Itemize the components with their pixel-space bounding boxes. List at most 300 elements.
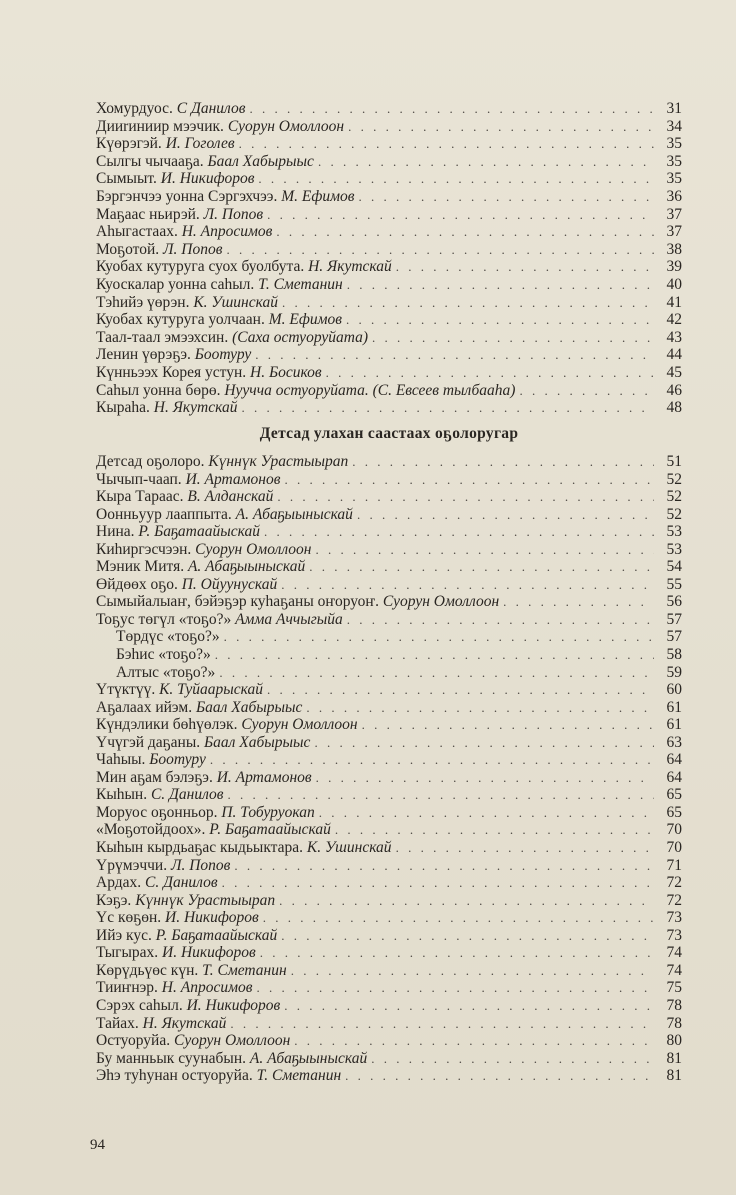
entry-title-line	[96, 892, 279, 910]
dot-leader	[347, 611, 654, 629]
dot-leader	[335, 821, 654, 839]
dot-leader	[258, 170, 654, 188]
entry-page-number: 80	[666, 1032, 682, 1050]
entry-page-number: 52	[666, 470, 682, 488]
toc-entry	[96, 453, 682, 471]
entry-page-number: 58	[666, 646, 682, 664]
entry-title: Оонньуур лааппыта.	[96, 505, 232, 523]
entry-title: Эһэ туһунан остуоруйа.	[96, 1067, 253, 1085]
toc-entry	[96, 681, 682, 699]
entry-page-number: 65	[666, 786, 682, 804]
entry-author: М. Ефимов	[281, 187, 355, 205]
toc-entry	[96, 1015, 682, 1033]
entry-page-number: 43	[666, 328, 682, 346]
entry-title-line	[96, 399, 241, 417]
entry-author: С. Данилов	[145, 874, 218, 892]
dot-leader	[396, 839, 654, 857]
entry-title: Аҕалаах ийэм.	[96, 698, 193, 716]
entry-page-number: 70	[666, 821, 682, 839]
entry-page-number: 74	[666, 944, 682, 962]
entry-page-number: 61	[666, 716, 682, 734]
dot-leader	[371, 1050, 654, 1068]
entry-title-line	[96, 997, 284, 1015]
entry-title: Өйдөөх оҕо.	[96, 575, 178, 593]
dot-leader	[267, 206, 654, 224]
entry-title: Мин аҕам бэлэҕэ.	[96, 768, 213, 786]
entry-author: Күннүк Урастыырап	[135, 891, 276, 909]
entry-page-number: 52	[666, 505, 682, 523]
entry-title-line	[96, 857, 234, 875]
dot-leader	[396, 258, 654, 276]
entry-page-number: 42	[666, 311, 682, 329]
entry-author: Т. Сметанин	[256, 1067, 342, 1085]
entry-title-line	[96, 909, 263, 927]
toc-entry	[96, 153, 682, 171]
dot-leader	[250, 100, 655, 118]
entry-title: Үс көҕөн.	[96, 909, 162, 927]
entry-title: Сэрэх саһыл.	[96, 996, 183, 1014]
toc-top-list	[96, 100, 682, 417]
entry-title: Чаһыы.	[96, 751, 146, 769]
entry-title-line	[96, 188, 358, 206]
toc-entry	[96, 399, 682, 417]
dot-leader	[319, 804, 654, 822]
toc-entry	[96, 804, 682, 822]
toc-entry	[96, 206, 682, 224]
entry-author: Р. Баҕатаайыскай	[155, 926, 278, 944]
entry-page-number: 34	[666, 117, 682, 135]
entry-title: Тэһийэ үөрэн.	[96, 293, 190, 311]
entry-title: Нина.	[96, 523, 135, 541]
dot-leader	[294, 1032, 654, 1050]
entry-author: В. Алданскай	[187, 488, 274, 506]
entry-page-number: 78	[666, 996, 682, 1014]
entry-title-line	[96, 646, 215, 664]
toc-entry	[96, 909, 682, 927]
dot-leader	[224, 628, 654, 646]
entry-title: Моруос оҕонньор.	[96, 803, 218, 821]
entry-page-number: 54	[666, 558, 682, 576]
entry-author: Л. Попов	[170, 856, 231, 874]
entry-title-line	[96, 506, 357, 524]
entry-title: Ардах.	[96, 874, 142, 892]
dot-leader	[284, 997, 654, 1015]
entry-title-line	[96, 1050, 371, 1068]
dot-leader	[372, 329, 654, 347]
entry-page-number: 73	[666, 909, 682, 927]
entry-page-number: 81	[666, 1067, 682, 1085]
toc-entry	[96, 329, 682, 347]
entry-title-line	[96, 170, 258, 188]
entry-page-number: 52	[666, 488, 682, 506]
entry-title: Төрдүс «тоҕо?»	[116, 628, 220, 646]
entry-author: Суорун Омоллоон	[382, 593, 500, 611]
entry-page-number: 46	[666, 381, 682, 399]
entry-title-line	[96, 944, 260, 962]
entry-title: Көрүдьүөс күн.	[96, 961, 199, 979]
entry-author: (Саха остуоруйата)	[232, 328, 369, 346]
toc-entry	[96, 997, 682, 1015]
entry-author: Т. Сметанин	[258, 275, 343, 293]
entry-title: Детсад оҕолоро.	[96, 453, 205, 470]
dot-leader	[315, 541, 654, 559]
toc-entry	[96, 664, 682, 682]
toc-entry	[96, 839, 682, 857]
entry-author: Баал Хабырыыс	[204, 733, 311, 751]
entry-title: Кыһын.	[96, 786, 148, 804]
entry-title-line	[96, 488, 277, 506]
entry-page-number: 44	[666, 346, 682, 364]
entry-page-number: 72	[666, 891, 682, 909]
entry-title-line	[96, 153, 318, 171]
entry-title-line	[96, 786, 228, 804]
dot-leader	[316, 769, 654, 787]
entry-title: Тоҕус төгүл «тоҕо?»	[96, 610, 232, 628]
entry-author: Суорун Омоллоон	[241, 716, 358, 734]
entry-title: Бу манньык суунабын.	[96, 1049, 247, 1067]
entry-title-line	[96, 206, 267, 224]
entry-title-line	[96, 576, 281, 594]
entry-title-line	[96, 716, 362, 734]
entry-author: Р. Баҕатаайыскай	[209, 821, 331, 839]
entry-page-number: 75	[666, 979, 682, 997]
toc-entry	[96, 241, 682, 259]
entry-title-line	[96, 258, 396, 276]
entry-title-line	[96, 1032, 294, 1050]
entry-page-number: 35	[666, 170, 682, 188]
toc-entry	[96, 857, 682, 875]
section-heading: Детсад улахан саастаах оҕолоругар	[259, 425, 519, 442]
entry-title: Кыраһа.	[96, 399, 150, 417]
entry-page-number: 64	[666, 751, 682, 769]
dot-leader	[267, 681, 654, 699]
entry-title-line	[96, 294, 282, 312]
dot-leader	[314, 734, 654, 752]
toc-entry	[96, 364, 682, 382]
toc-entry	[96, 734, 682, 752]
entry-title-line	[96, 839, 396, 857]
entry-title-line	[96, 751, 210, 769]
entry-title-line	[96, 962, 291, 980]
entry-title-line	[96, 364, 326, 382]
entry-title: Күөрэгэй.	[96, 135, 162, 153]
entry-page-number: 78	[666, 1014, 682, 1032]
entry-title-line	[96, 1015, 230, 1033]
entry-title: Сымыыт.	[96, 170, 157, 188]
toc-entry	[96, 628, 682, 646]
entry-page-number: 41	[666, 293, 682, 311]
entry-title-line	[96, 681, 267, 699]
entry-title: Сымыйалыаҥ, бэйэҕэр куһаҕаны оҥоруоҥ.	[96, 593, 379, 611]
page-number: 94	[90, 1137, 105, 1153]
entry-author: Н. Апросимов	[181, 223, 273, 241]
entry-title: Үтүктүү.	[96, 681, 156, 699]
dot-leader	[215, 646, 654, 664]
dot-leader	[352, 453, 654, 471]
entry-page-number: 74	[666, 961, 682, 979]
entry-author: К. Ушинскай	[193, 293, 278, 311]
dot-leader	[281, 927, 654, 945]
entry-page-number: 60	[666, 681, 682, 699]
entry-author: П. Тобуруокап	[221, 803, 315, 821]
entry-title: Күндэлики бөһүөлэк.	[96, 716, 238, 734]
toc-entry	[96, 118, 682, 136]
toc-entry	[96, 1032, 682, 1050]
entry-title: Куобах кутуруга суох буолбута.	[96, 258, 305, 276]
entry-author: И. Никифоров	[160, 170, 255, 188]
toc-entry	[96, 1050, 682, 1068]
dot-leader	[256, 979, 654, 997]
entry-title-line	[96, 769, 316, 787]
toc-entry	[96, 346, 682, 364]
entry-title: Алтыс «тоҕо?»	[116, 663, 216, 681]
entry-page-number: 64	[666, 768, 682, 786]
entry-title-line	[96, 523, 264, 541]
entry-author: Суорун Омоллоон	[227, 117, 345, 135]
entry-author: А. Абаҕыыныскай	[249, 1049, 368, 1067]
dot-leader	[228, 786, 654, 804]
dot-leader	[358, 188, 654, 206]
entry-author: Амма Аччыгыйа	[235, 610, 343, 628]
entry-page-number: 37	[666, 223, 682, 241]
dot-leader	[255, 346, 654, 364]
entry-title-line	[96, 241, 226, 259]
toc-entry	[96, 170, 682, 188]
entry-title: Хомурдуос.	[96, 100, 173, 117]
entry-title: Тайах.	[96, 1014, 139, 1032]
toc-entry	[96, 1067, 682, 1085]
dot-leader	[309, 558, 654, 576]
toc-entry	[96, 892, 682, 910]
toc-entry	[96, 188, 682, 206]
toc-entry	[96, 311, 682, 329]
entry-page-number: 81	[666, 1049, 682, 1067]
entry-author: С Данилов	[176, 100, 246, 117]
entry-page-number: 56	[666, 593, 682, 611]
entry-title-line	[96, 593, 503, 611]
dot-leader	[264, 523, 654, 541]
entry-author: Р. Баҕатаайыскай	[138, 523, 260, 541]
dot-leader	[241, 399, 654, 417]
entry-author: К. Ушинскай	[306, 839, 392, 857]
toc-entry	[96, 611, 682, 629]
entry-author: И. Гоголев	[165, 135, 235, 153]
dot-leader	[282, 294, 654, 312]
entry-title-line	[96, 118, 348, 136]
entry-title: Таал-таал эмээхсин.	[96, 328, 229, 346]
toc-entry	[96, 593, 682, 611]
toc-entry	[96, 874, 682, 892]
toc-entry	[96, 769, 682, 787]
entry-title: Бэһис «тоҕо?»	[116, 646, 211, 664]
entry-title: Моҕотой.	[96, 240, 160, 258]
entry-page-number: 53	[666, 523, 682, 541]
entry-page-number: 61	[666, 698, 682, 716]
dot-leader	[357, 506, 654, 524]
entry-author: И. Никифоров	[186, 996, 281, 1014]
entry-author: И. Никифоров	[162, 944, 256, 962]
dot-leader	[519, 382, 654, 400]
entry-author: Н. Якутскай	[308, 258, 392, 276]
entry-title-line	[96, 821, 335, 839]
entry-title: Тииҥнэр.	[96, 979, 158, 997]
entry-author: Суорун Омоллоон	[195, 540, 312, 558]
entry-title-line	[96, 804, 319, 822]
entry-author: А. Абаҕыыныскай	[235, 505, 353, 523]
entry-page-number: 55	[666, 575, 682, 593]
entry-page-number: 39	[666, 258, 682, 276]
entry-title: Дииrиниир мээчик.	[96, 117, 224, 135]
dot-leader	[222, 874, 654, 892]
toc-entry	[96, 541, 682, 559]
entry-title: Маҕаас ньирэй.	[96, 205, 200, 223]
entry-title: Бэргэнчээ уонна Сэргэхчээ.	[96, 187, 278, 205]
toc-entry	[96, 646, 682, 664]
entry-author: М. Ефимов	[268, 311, 342, 329]
entry-author: П. Ойуунускай	[181, 575, 278, 593]
entry-title-line	[96, 382, 519, 400]
entry-author: Н. Якутскай	[142, 1014, 227, 1032]
dot-leader	[284, 471, 654, 489]
dot-leader	[326, 364, 654, 382]
toc-entry	[96, 576, 682, 594]
entry-title-line	[96, 223, 276, 241]
entry-page-number: 36	[666, 187, 682, 205]
entry-author: С. Данилов	[150, 786, 224, 804]
dot-leader	[210, 751, 654, 769]
entry-title-line	[96, 453, 352, 471]
entry-author: К. Туйаарыскай	[159, 681, 263, 699]
toc-entry	[96, 558, 682, 576]
entry-title-line	[96, 611, 347, 629]
dot-leader	[281, 576, 654, 594]
dot-leader	[234, 857, 654, 875]
entry-title: Ийэ кус.	[96, 926, 152, 944]
entry-author: Л. Попов	[163, 240, 223, 258]
entry-title-line	[96, 874, 222, 892]
entry-author: Баал Хабырыыс	[207, 152, 314, 170]
toc-entry	[96, 258, 682, 276]
entry-title-line	[96, 628, 224, 646]
entry-author: Н. Босиков	[250, 363, 322, 381]
toc-entry	[96, 962, 682, 980]
dot-leader	[219, 664, 654, 682]
toc-entry	[96, 927, 682, 945]
entry-title-line	[96, 346, 255, 364]
dot-leader	[345, 1067, 654, 1085]
entry-title: Аһыгастаах.	[96, 223, 178, 241]
toc-entry	[96, 223, 682, 241]
entry-title-line	[96, 979, 256, 997]
entry-title: Саһыл уонна бөрө.	[96, 381, 221, 399]
toc-entry	[96, 699, 682, 717]
entry-author: Н. Апросимов	[161, 979, 253, 997]
dot-leader	[230, 1015, 654, 1033]
entry-page-number: 35	[666, 152, 682, 170]
entry-author: Т. Сметанин	[202, 961, 287, 979]
entry-title: Куоскалар уонна саһыл.	[96, 275, 255, 293]
entry-title: Чычып-чаап.	[96, 470, 182, 488]
entry-page-number: 71	[666, 856, 682, 874]
entry-title-line	[96, 541, 315, 559]
entry-title: Үчүгэй даҕаны.	[96, 733, 201, 751]
entry-author: Боотуру	[149, 751, 206, 769]
entry-page-number: 51	[666, 453, 682, 470]
toc-entry	[96, 979, 682, 997]
toc-entry	[96, 471, 682, 489]
entry-page-number: 72	[666, 874, 682, 892]
entry-page-number: 48	[666, 399, 682, 417]
entry-title: Үрүмэччи.	[96, 856, 168, 874]
toc-entry	[96, 488, 682, 506]
entry-author: И. Артамонов	[216, 768, 312, 786]
entry-page-number: 70	[666, 839, 682, 857]
dot-leader	[279, 892, 654, 910]
entry-title-line	[96, 558, 309, 576]
toc-entry	[96, 821, 682, 839]
entry-page-number: 63	[666, 733, 682, 751]
entry-title: Мэник Митя.	[96, 558, 185, 576]
entry-title-line	[96, 329, 372, 347]
dot-leader	[260, 944, 654, 962]
toc-entry	[96, 135, 682, 153]
entry-title-line	[96, 311, 346, 329]
entry-title: Кэҕэ.	[96, 891, 132, 909]
toc-entry	[96, 786, 682, 804]
entry-title-line	[96, 100, 250, 118]
dot-leader	[318, 153, 654, 171]
entry-title-line	[96, 699, 306, 717]
toc-entry	[96, 294, 682, 312]
entry-page-number: 73	[666, 926, 682, 944]
entry-title: Остуоруйа.	[96, 1032, 171, 1050]
entry-author: А. Абаҕыыныскай	[187, 558, 306, 576]
toc-entry	[96, 506, 682, 524]
dot-leader	[346, 311, 654, 329]
dot-leader	[239, 135, 654, 153]
entry-page-number: 31	[666, 100, 682, 117]
toc-entry	[96, 716, 682, 734]
entry-title: Кыһын кырдьаҕас кыдьыктара.	[96, 839, 304, 857]
dot-leader	[263, 909, 654, 927]
entry-author: И. Артамонов	[185, 470, 281, 488]
entry-title-line	[96, 471, 284, 489]
entry-title: Кыра Тараас.	[96, 488, 184, 506]
entry-title-line	[96, 135, 239, 153]
entry-author: Н. Якутскай	[153, 399, 238, 417]
entry-title: Сылгы чычааҕа.	[96, 152, 204, 170]
entry-author: Суорун Омоллоон	[173, 1032, 291, 1050]
entry-page-number: 37	[666, 205, 682, 223]
entry-title: Киһиргэсчээн.	[96, 540, 192, 558]
entry-page-number: 59	[666, 663, 682, 681]
entry-page-number: 35	[666, 135, 682, 153]
dot-leader	[226, 241, 654, 259]
entry-page-number: 40	[666, 275, 682, 293]
toc-entry	[96, 944, 682, 962]
entry-author: Боотуру	[194, 346, 252, 364]
entry-page-number: 57	[666, 610, 682, 628]
entry-page-number: 57	[666, 628, 682, 646]
entry-page-number: 53	[666, 540, 682, 558]
dot-leader	[347, 276, 654, 294]
entry-title: Күнньээх Корея устун.	[96, 363, 247, 381]
entry-title-line	[96, 1067, 345, 1085]
entry-page-number: 45	[666, 363, 682, 381]
dot-leader	[503, 593, 654, 611]
entry-title: «Моҕотойдоох».	[96, 821, 206, 839]
dot-leader	[362, 716, 654, 734]
